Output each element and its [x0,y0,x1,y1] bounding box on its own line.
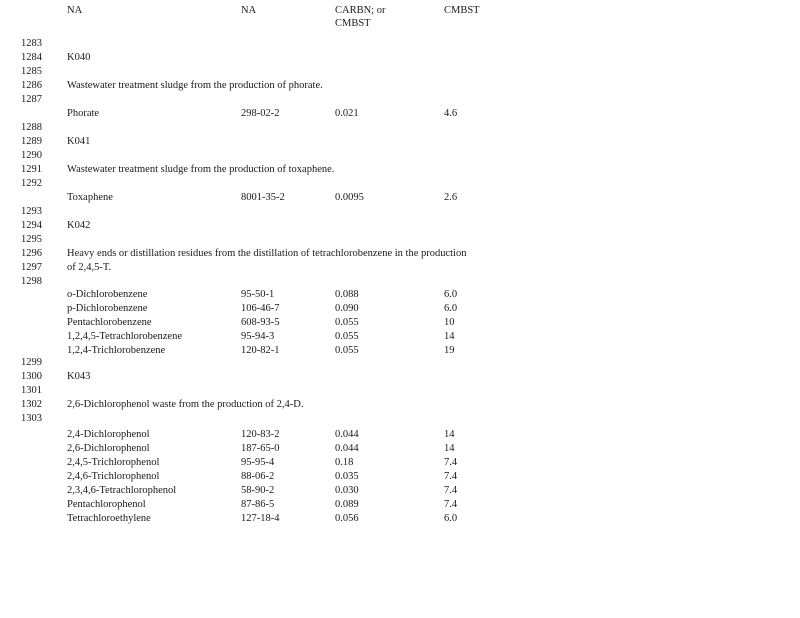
line-number: 1283 [21,38,42,49]
waste-code: K041 [67,136,91,147]
wastewater-standard: 0.055 [335,345,359,356]
line-number: 1294 [21,220,42,231]
header-col-2: NA [241,5,257,16]
line-number: 1297 [21,262,42,273]
line-number: 1286 [21,80,42,91]
wastewater-standard: 0.044 [335,429,359,440]
line-number: 1285 [21,66,42,77]
waste-description: Wastewater treatment sludge from the production of toxaphene. [67,164,335,175]
header-col-4: CMBST [444,5,480,16]
cas-number: 120-83-2 [241,429,280,440]
cas-number: 106-46-7 [241,303,280,314]
cas-number: 8001-35-2 [241,192,285,203]
wastewater-standard: 0.0095 [335,192,364,203]
line-number: 1298 [21,276,42,287]
nonwastewater-standard: 4.6 [444,108,458,119]
constituent-name: 2,4,6-Trichlorophenol [67,471,160,482]
line-number: 1287 [21,94,42,105]
constituent-name: 1,2,4,5-Tetrachlorobenzene [67,331,183,342]
waste-description: of 2,4,5-T. [67,262,112,273]
nonwastewater-standard: 7.4 [444,499,458,510]
line-number: 1296 [21,248,42,259]
constituent-name: p-Dichlorobenzene [67,303,148,314]
cas-number: 88-06-2 [241,471,275,482]
line-number: 1303 [21,413,42,424]
line-number: 1300 [21,371,42,382]
waste-description: 2,6-Dichlorophenol waste from the production of 2,4-D. [67,399,304,410]
nonwastewater-standard: 6.0 [444,303,458,314]
line-number: 1293 [21,206,42,217]
wastewater-standard: 0.056 [335,513,359,524]
wastewater-standard: 0.030 [335,485,359,496]
nonwastewater-standard: 14 [444,443,455,454]
wastewater-standard: 0.089 [335,499,359,510]
line-number: 1302 [21,399,42,410]
wastewater-standard: 0.090 [335,303,359,314]
constituent-name: o-Dichlorobenzene [67,289,148,300]
constituent-name: Toxaphene [67,192,113,203]
line-number: 1290 [21,150,42,161]
wastewater-standard: 0.021 [335,108,359,119]
line-number: 1295 [21,234,42,245]
wastewater-standard: 0.088 [335,289,359,300]
cas-number: 95-95-4 [241,457,275,468]
cas-number: 120-82-1 [241,345,280,356]
wastewater-standard: 0.035 [335,471,359,482]
nonwastewater-standard: 14 [444,429,455,440]
constituent-name: 2,4,5-Trichlorophenol [67,457,160,468]
constituent-name: Phorate [67,108,100,119]
header-col-3-line-1: CARBN; or [335,5,386,16]
constituent-name: 2,6-Dichlorophenol [67,443,150,454]
nonwastewater-standard: 6.0 [444,513,458,524]
line-number: 1288 [21,122,42,133]
line-number: 1291 [21,164,42,175]
cas-number: 608-93-5 [241,317,280,328]
wastewater-standard: 0.044 [335,443,359,454]
cas-number: 95-50-1 [241,289,275,300]
wastewater-standard: 0.055 [335,317,359,328]
header-col-1: NA [67,5,83,16]
line-number: 1299 [21,357,42,368]
cas-number: 298-02-2 [241,108,280,119]
line-number: 1289 [21,136,42,147]
waste-code: K042 [67,220,91,231]
constituent-name: 2,3,4,6-Tetrachlorophenol [67,485,177,496]
line-number: 1284 [21,52,42,63]
constituent-name: 1,2,4-Trichlorobenzene [67,345,166,356]
constituent-name: Pentachlorobenzene [67,317,152,328]
nonwastewater-standard: 2.6 [444,192,458,203]
cas-number: 87-86-5 [241,499,275,510]
nonwastewater-standard: 14 [444,331,455,342]
constituent-name: Tetrachloroethylene [67,513,151,524]
nonwastewater-standard: 7.4 [444,485,458,496]
cas-number: 58-90-2 [241,485,275,496]
wastewater-standard: 0.18 [335,457,354,468]
waste-code: K040 [67,52,91,63]
header-col-3-line-2: CMBST [335,18,371,29]
cas-number: 187-65-0 [241,443,280,454]
line-number: 1301 [21,385,42,396]
waste-code: K043 [67,371,91,382]
cas-number: 95-94-3 [241,331,275,342]
nonwastewater-standard: 10 [444,317,455,328]
constituent-name: 2,4-Dichlorophenol [67,429,150,440]
nonwastewater-standard: 7.4 [444,457,458,468]
cas-number: 127-18-4 [241,513,280,524]
waste-description: Wastewater treatment sludge from the production of phorate. [67,80,323,91]
nonwastewater-standard: 6.0 [444,289,458,300]
wastewater-standard: 0.055 [335,331,359,342]
line-number: 1292 [21,178,42,189]
waste-description: Heavy ends or distillation residues from the distillation of tetrachlorobenzene in the production [67,248,467,259]
nonwastewater-standard: 19 [444,345,455,356]
nonwastewater-standard: 7.4 [444,471,458,482]
constituent-name: Pentachlorophenol [67,499,146,510]
